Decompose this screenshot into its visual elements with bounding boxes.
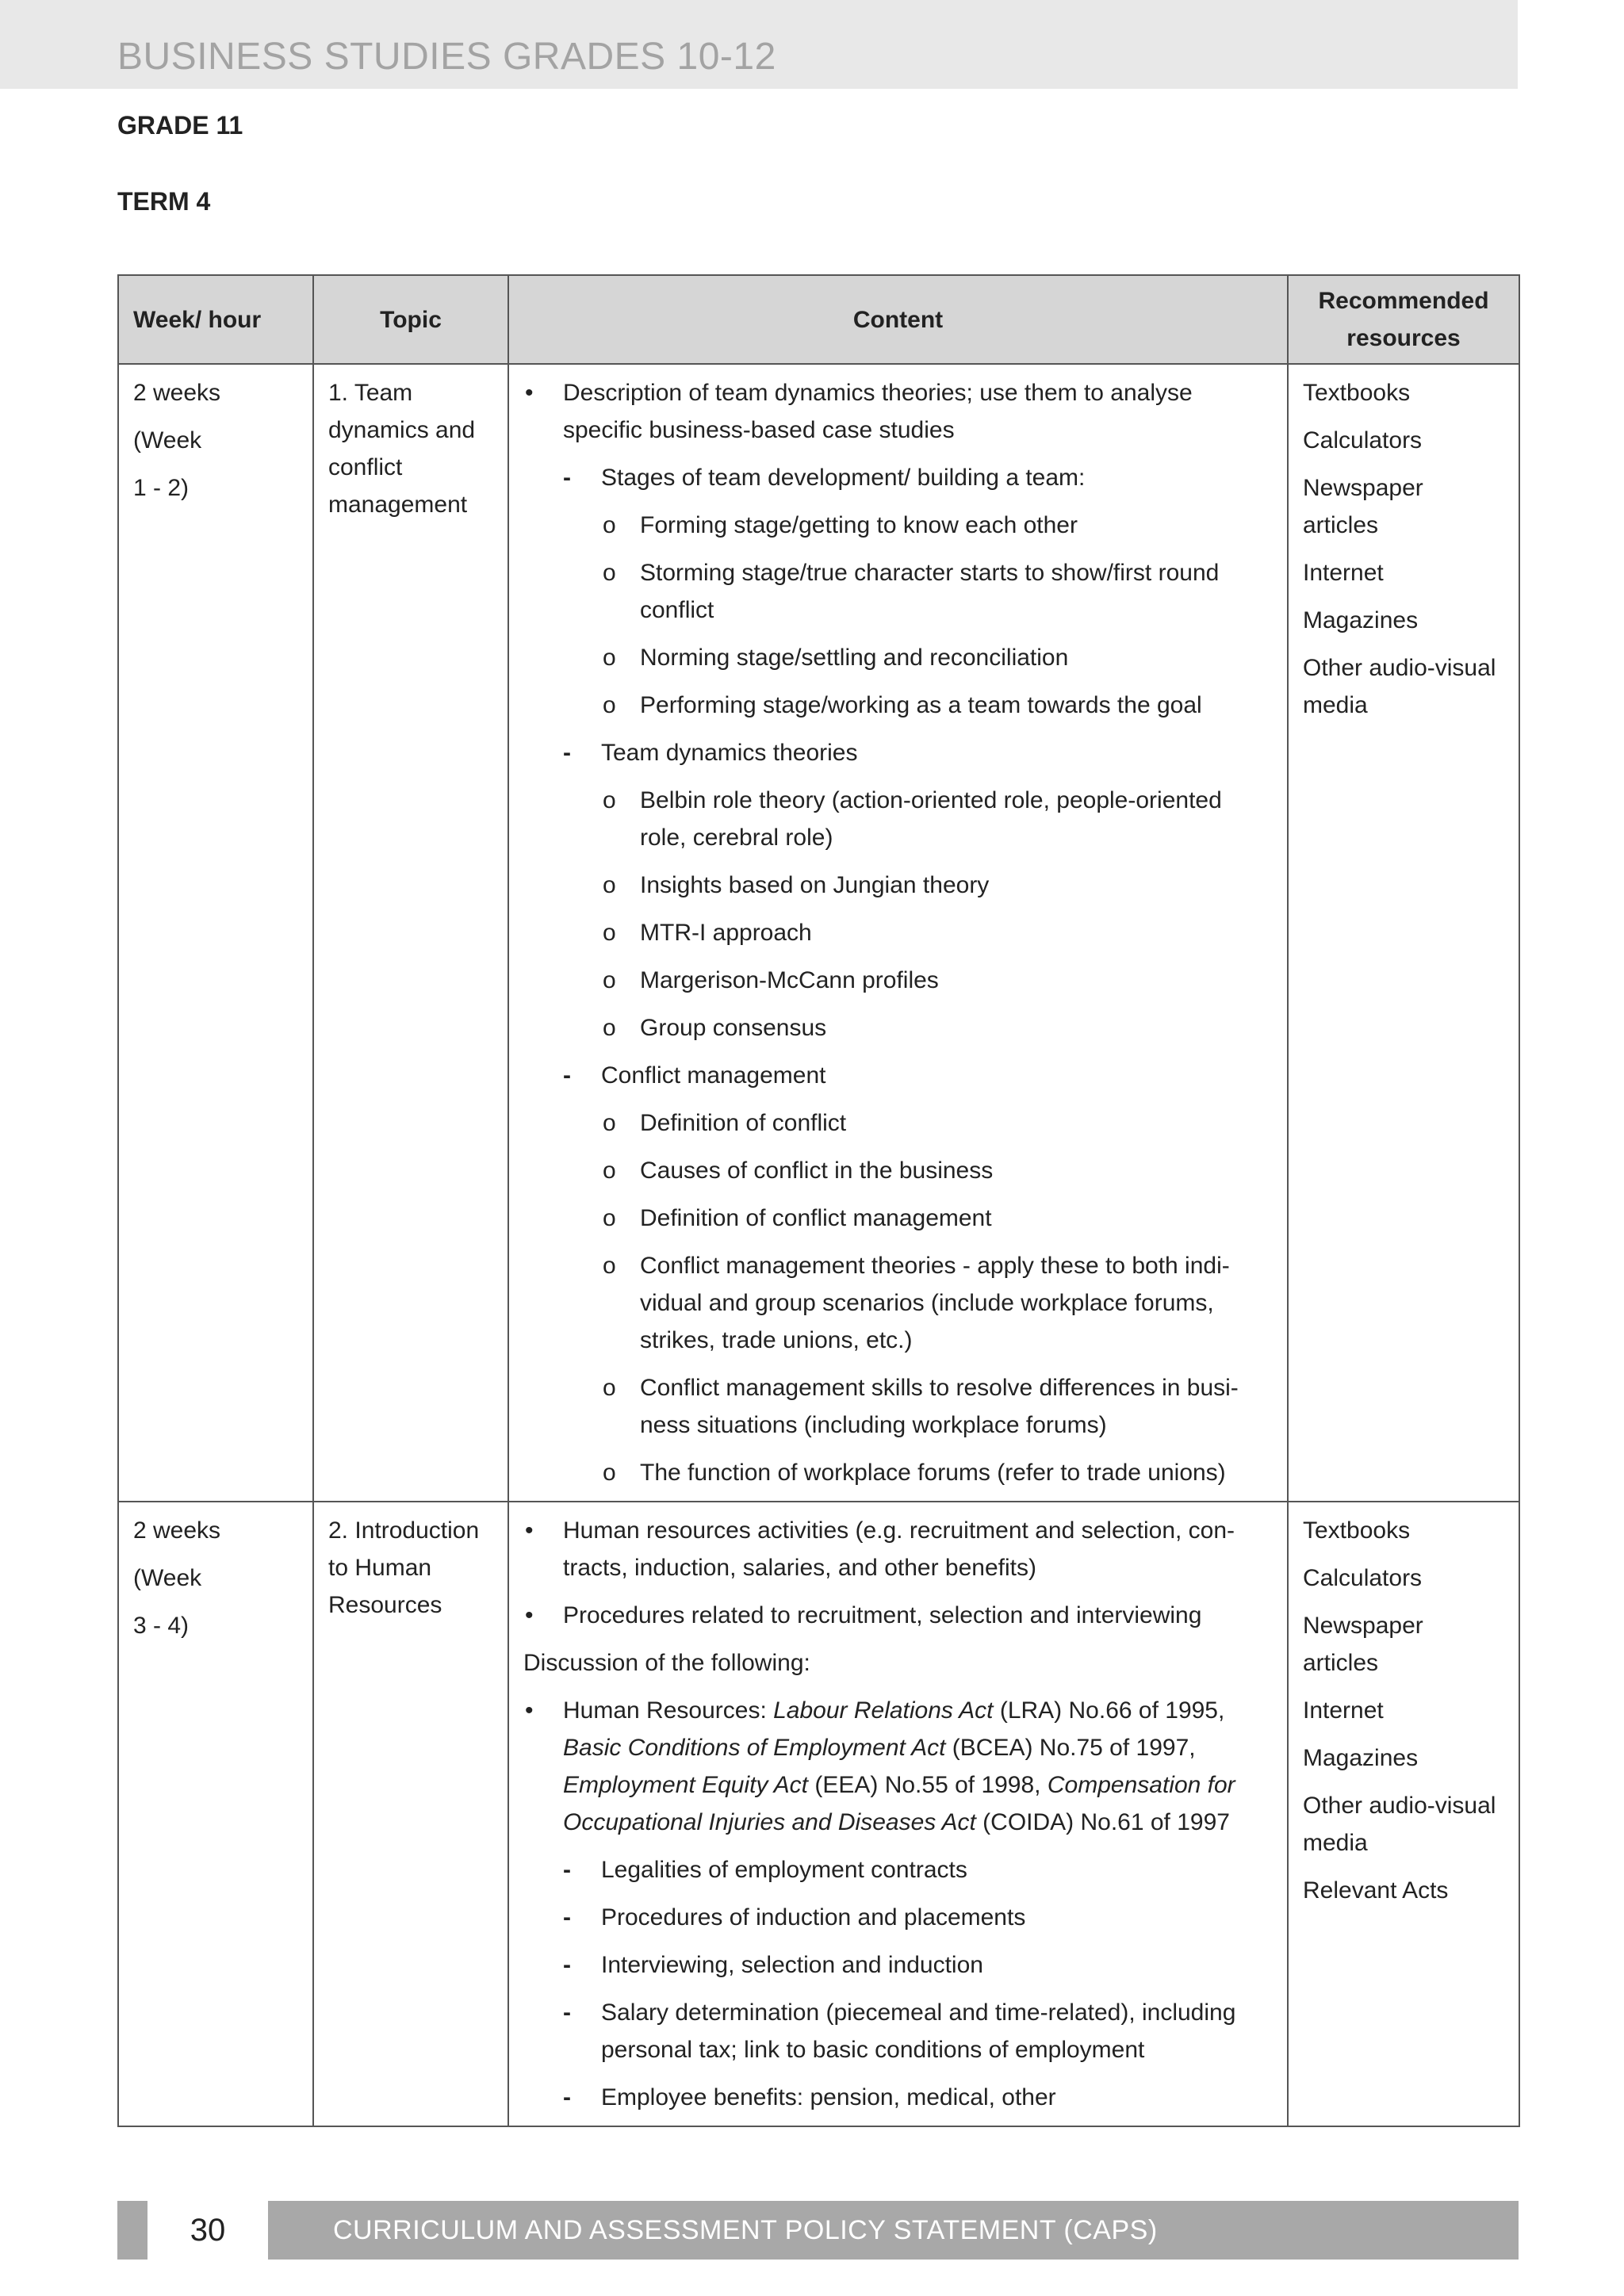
- content-text: Procedures related to recruitment, selection and interviewing: [563, 1602, 1202, 1628]
- list-marker: o: [603, 512, 616, 538]
- content-text: Margerison-McCann profiles: [640, 967, 939, 993]
- list-marker: o: [603, 560, 616, 586]
- resource-item: Textbooks: [1303, 380, 1411, 406]
- page-number: 30: [147, 2201, 268, 2260]
- content-list-item: [523, 1369, 1273, 1444]
- text-segment: (LRA) No.66 of 1995,: [993, 1697, 1225, 1724]
- resource-item: Magazines: [1303, 607, 1419, 633]
- table-row: [118, 1502, 1519, 2126]
- content-text: Performing stage/working as a team towards the goal: [640, 692, 1202, 718]
- list-marker: o: [603, 1205, 616, 1231]
- resource-item: Other audio-visual media: [1303, 1793, 1496, 1856]
- week-line: 3 - 4): [133, 1613, 190, 1639]
- content-list-item: [523, 554, 1273, 629]
- content-list-item: [523, 1946, 1273, 1984]
- content-text: MTR-I approach: [640, 920, 812, 946]
- list-marker: o: [603, 645, 616, 671]
- list-marker: o: [603, 1015, 616, 1041]
- content-list-item: [523, 507, 1273, 544]
- footer-caption: CURRICULUM AND ASSESSMENT POLICY STATEMENT (CAPS): [333, 2215, 1158, 2245]
- text-segment: (EEA) No.55 of 1998,: [808, 1772, 1048, 1798]
- resource-item: Newspaper articles: [1303, 475, 1423, 538]
- content-text: Legalities of employment contracts: [601, 1857, 967, 1883]
- content-text: Conflict management theories - apply these to both indi-vidual and group scenarios (include workplace forums, strikes, trade unions, etc.): [640, 1253, 1230, 1353]
- act-title: Employment Equity Act: [563, 1772, 809, 1798]
- resource-item: Newspaper articles: [1303, 1613, 1423, 1676]
- resource-item: Internet: [1303, 1697, 1384, 1724]
- week-line: (Week: [133, 1565, 202, 1591]
- list-marker: -: [563, 1999, 571, 2026]
- act-title: Labour Relations Act: [773, 1697, 994, 1724]
- content-text: Description of team dynamics theories; use them to analyse specific business-based case studies: [563, 380, 1193, 443]
- content-text: Storming stage/true character starts to show/first round conflict: [640, 560, 1220, 623]
- list-marker: •: [525, 1517, 534, 1544]
- content-list: [523, 1512, 1273, 2116]
- resource-item: Internet: [1303, 560, 1384, 586]
- header-recommended-resources: Recommended resources: [1288, 275, 1519, 364]
- content-text: Discussion of the following:: [523, 1650, 810, 1676]
- resources-cell: [1288, 1502, 1519, 2126]
- content-text: Group consensus: [640, 1015, 827, 1041]
- content-text: Procedures of induction and placements: [601, 1904, 1026, 1931]
- list-marker: •: [525, 380, 534, 406]
- term-label: TERM 4: [117, 187, 211, 216]
- text-segment: (BCEA) No.75 of 1997,: [945, 1735, 1196, 1761]
- content-list-item: [523, 782, 1273, 856]
- content-list-item: [523, 2079, 1273, 2116]
- content-text: Interviewing, selection and induction: [601, 1952, 983, 1978]
- list-marker: o: [603, 872, 616, 898]
- text-segment: Human Resources:: [563, 1697, 774, 1724]
- list-marker: o: [603, 1110, 616, 1136]
- week-cell: [118, 364, 313, 1502]
- list-marker: o: [603, 1158, 616, 1184]
- content-text: Employee benefits: pension, medical, other: [601, 2084, 1056, 2110]
- text-segment: (COIDA) No.61 of 1997: [975, 1809, 1230, 1835]
- act-title: Basic Conditions of Employment Act: [563, 1735, 946, 1761]
- content-text: Definition of conflict: [640, 1110, 847, 1136]
- list-marker: o: [603, 967, 616, 993]
- list-marker: -: [563, 1952, 571, 1978]
- content-list-item: [523, 1899, 1273, 1936]
- resource-item: Calculators: [1303, 1565, 1423, 1591]
- list-marker: o: [603, 1460, 616, 1486]
- content-cell: [508, 1502, 1288, 2126]
- content-text: Forming stage/getting to know each other: [640, 512, 1078, 538]
- week-line: 1 - 2): [133, 475, 190, 501]
- content-text: Belbin role theory (action-oriented role, people-oriented role, cerebral role): [640, 787, 1222, 851]
- resource-item: Textbooks: [1303, 1517, 1411, 1544]
- list-marker: -: [563, 1062, 571, 1089]
- content-cell: [508, 364, 1288, 1502]
- week-cell: [118, 1502, 313, 2126]
- week-line: 2 weeks: [133, 1517, 221, 1544]
- list-marker: -: [563, 2084, 571, 2110]
- topic-cell: 1. Team dynamics and conflict management: [313, 364, 508, 1502]
- content-list-item: [523, 1597, 1273, 1634]
- content-list-item: [523, 1454, 1273, 1491]
- list-marker: -: [563, 740, 571, 766]
- content-list-item: [523, 1009, 1273, 1047]
- header-content: Content: [508, 275, 1288, 364]
- content-text: Salary determination (piecemeal and time-related), including personal tax; link to basic conditions of employment: [601, 1999, 1236, 2063]
- content-list-item: [523, 1200, 1273, 1237]
- resource-item: Relevant Acts: [1303, 1877, 1449, 1904]
- table-header-row: [118, 275, 1519, 364]
- content-text: Human resources activities (e.g. recruitment and selection, con-tracts, induction, salaries, and other benefits): [563, 1517, 1235, 1581]
- list-marker: -: [563, 1904, 571, 1931]
- list-marker: o: [603, 1375, 616, 1401]
- content-list-item: [523, 1152, 1273, 1189]
- content-list-item: [523, 459, 1273, 496]
- content-list-item: [523, 1994, 1273, 2068]
- resource-item: Calculators: [1303, 427, 1423, 453]
- list-marker: -: [563, 465, 571, 491]
- content-text: Insights based on Jungian theory: [640, 872, 990, 898]
- content-list-item: [523, 1104, 1273, 1142]
- content-list-item: [523, 1512, 1273, 1586]
- content-text: Team dynamics theories: [601, 740, 858, 766]
- list-marker: o: [603, 1253, 616, 1279]
- content-list-item: [523, 867, 1273, 904]
- content-list-item: [523, 687, 1273, 724]
- topic-cell: 2. Introduction to Human Resources: [313, 1502, 508, 2126]
- content-list-item: [523, 962, 1273, 999]
- content-list-item: [523, 1247, 1273, 1359]
- content-text: Causes of conflict in the business: [640, 1158, 994, 1184]
- document-title: BUSINESS STUDIES GRADES 10-12: [117, 36, 776, 78]
- content-text: Conflict management skills to resolve differences in busi-ness situations (including workplace forums): [640, 1375, 1239, 1438]
- header-week-hour: Week/ hour: [118, 275, 313, 364]
- header-topic: Topic: [313, 275, 508, 364]
- act-title: Compensation for Occupational Injuries and Diseases Act: [563, 1772, 1235, 1835]
- resource-item: Magazines: [1303, 1745, 1419, 1771]
- content-text: Norming stage/settling and reconciliation: [640, 645, 1069, 671]
- content-list-item: [523, 639, 1273, 676]
- week-line: (Week: [133, 427, 202, 453]
- content-list-item: [523, 914, 1273, 951]
- list-marker: o: [603, 787, 616, 813]
- content-text: Conflict management: [601, 1062, 826, 1089]
- list-marker: •: [525, 1602, 534, 1628]
- week-line: 2 weeks: [133, 380, 221, 406]
- resources-cell: [1288, 364, 1519, 1502]
- content-list: [523, 374, 1273, 1491]
- content-text: Definition of conflict management: [640, 1205, 992, 1231]
- grade-label: GRADE 11: [117, 111, 243, 140]
- list-marker: o: [603, 920, 616, 946]
- list-marker: o: [603, 692, 616, 718]
- list-marker: •: [525, 1697, 534, 1724]
- content-list-item: [523, 1851, 1273, 1888]
- content-list-item: [523, 1644, 1273, 1682]
- content-text: Stages of team development/ building a team:: [601, 465, 1086, 491]
- content-list-item: [523, 1692, 1273, 1841]
- resource-item: Other audio-visual media: [1303, 655, 1496, 718]
- content-list-item: [523, 374, 1273, 449]
- content-list-item: [523, 734, 1273, 771]
- list-marker: -: [563, 1857, 571, 1883]
- content-list-item: [523, 1057, 1273, 1094]
- table-row: [118, 364, 1519, 1502]
- content-text: The function of workplace forums (refer to trade unions): [640, 1460, 1226, 1486]
- content-text: [563, 1697, 1235, 1835]
- teaching-plan-table: [117, 274, 1520, 2127]
